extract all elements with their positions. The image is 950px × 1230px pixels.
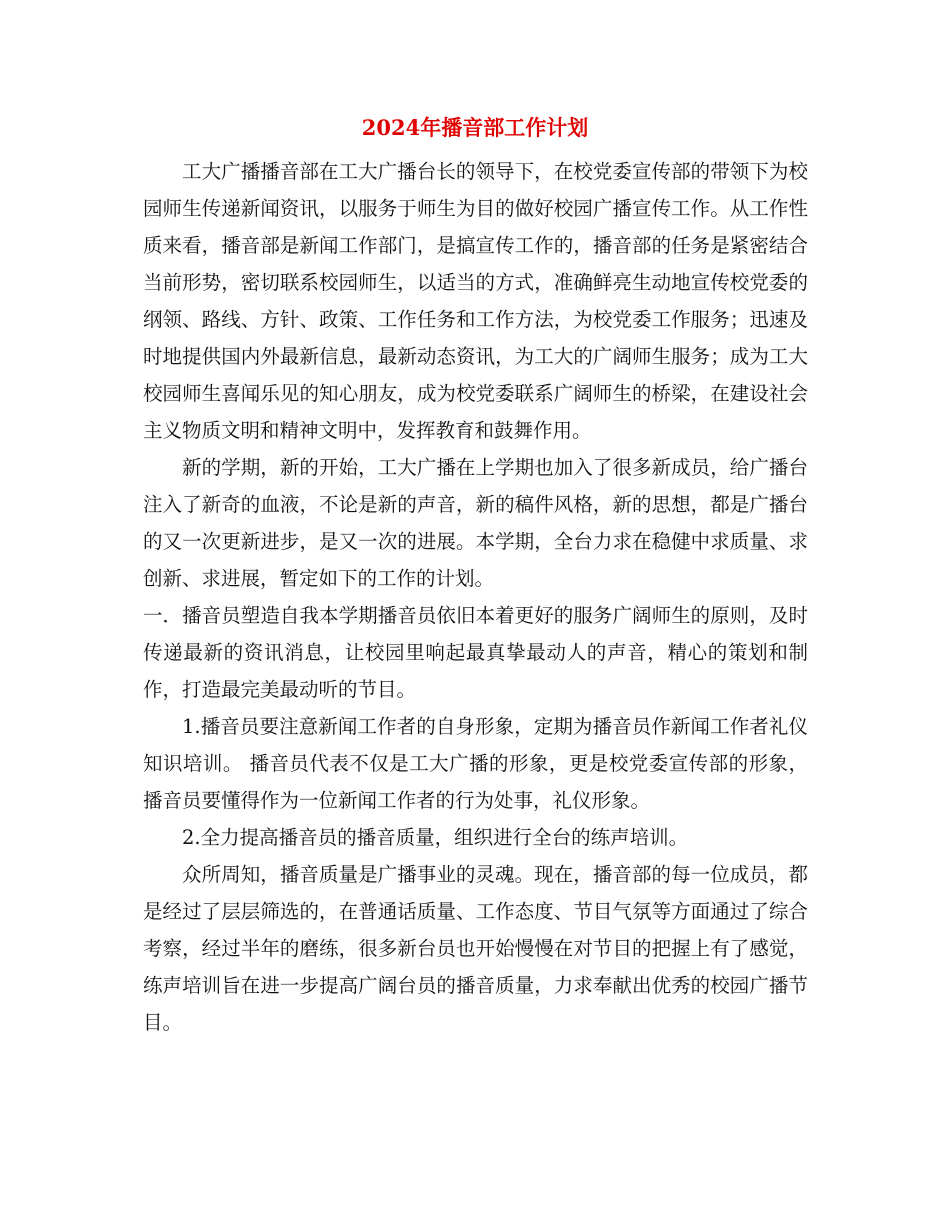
paragraph-section-one: 一．播音员塑造自我本学期播音员依旧本着更好的服务广阔师生的原则，及时传递最新的资讯消息，让校园里响起最真挚最动人的声音，精心的策划和制作，打造最完美最动听的节目。	[143, 604, 808, 701]
paragraph-intro: 工大广播播音部在工大广播台长的领导下，在校党委宣传部的带领下为校园师生传递新闻资讯，以服务于师生为目的做好校园广播宣传工作。从工作性质来看，播音部是新闻工作部门，是搞宣传工作的，播音部的任务是紧密结合当前形势，密切联系校园师生，以适当的方式，准确鲜亮生动地宣传校党委的纲领、路线、方针、政策、工作任务和工作方法，为校党委工作服务；迅速及时地提供国内外最新信息，最新动态资讯，为工大的广阔师生服务；成为工大校园师生喜闻乐见的知心朋友，成为校党委联系广阔师生的桥梁，在建设社会主义物质文明和精神文明中，发挥教育和鼓舞作用。	[143, 160, 808, 442]
paragraph-item-1: 1.播音员要注意新闻工作者的自身形象，定期为播音员作新闻工作者礼仪知识培训。 播音员代表不仅是工大广播的形象，更是校党委宣传部的形象，播音员要懂得作为一位新闻工作者的行为处事，礼仪形象。	[143, 715, 808, 812]
paragraph-new-semester: 新的学期，新的开始，工大广播在上学期也加入了很多新成员，给广播台注入了新奇的血液，不论是新的声音，新的稿件风格，新的思想，都是广播台的又一次更新进步，是又一次的进展。本学期，全台力求在稳健中求质量、求创新、求进展，暂定如下的工作的计划。	[143, 456, 808, 590]
document-title: 2024年播音部工作计划	[361, 115, 589, 140]
paragraph-broadcast-quality: 众所周知，播音质量是广播事业的灵魂。现在，播音部的每一位成员，都是经过了层层筛选的，在普通话质量、工作态度、节目气氛等方面通过了综合考察，经过半年的磨练，很多新台员也开始慢慢在对节目的把握上有了感觉，练声培训旨在进一步提高广阔台员的播音质量，力求奉献出优秀的校园广播节目。	[143, 863, 808, 1034]
document-body	[143, 153, 808, 1041]
paragraph-item-2: 2.全力提高播音员的播音质量，组织进行全台的练声培训。	[182, 826, 689, 849]
